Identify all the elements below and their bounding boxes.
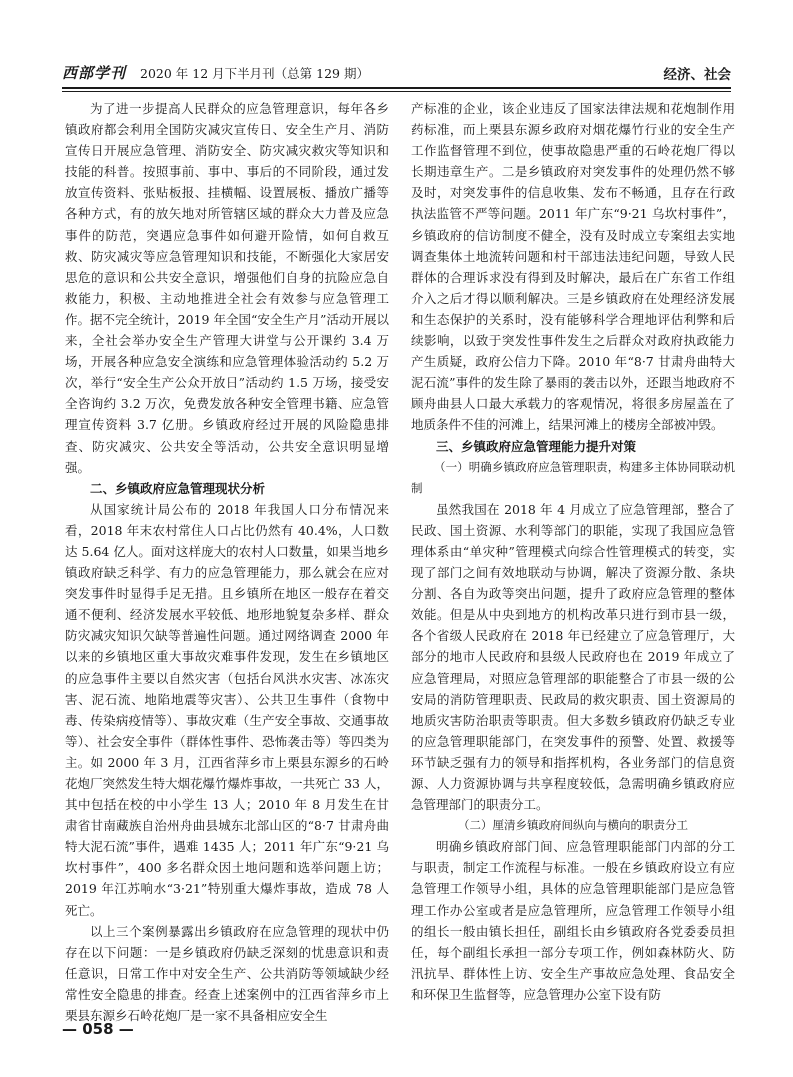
header-rule-thin [62, 91, 731, 92]
paragraph: 从国家统计局公布的 2018 年我国人口分布情况来看，2018 年末农村常住人口占比仍然有 40.4%，人口数达 5.64 亿人。面对这样庞大的农村人口数量，如果当地乡镇政府缺乏科学、有力的应急管理能力，那么就会在应对突发事件时显得手足无措。且乡镇所在地区一般存在着交通不便利、经济发展水平较低、地形地貌复杂多样、群众防灾减灾知识欠缺等普遍性问题。通过网络调查 2000 年以来的乡镇地区重大事故灾难事件发现，发生在乡镇地区的应急事件主要以自然灾害（包括台风洪水灾害、冰冻灾害、泥石流、地陷地震等灾害）、公共卫生事件（食物中毒、传染病疫情等）、事故灾难（生产安全事故、交通事故等）、社会安全事件（群体性事件、恐怖袭击等）等四类为主。如 2000 年 3 月，江西省萍乡市上栗县东源乡的石岭花炮厂突然发生特大烟花爆竹爆炸事故，一共死亡 33 人，其中包括在校的中小学生 13 人；2010 年 8 月发生在甘肃省甘南藏族自治州舟曲县城东北部山区的“8·7 甘肃舟曲特大泥石流”事件，遇难 1435 人；2011 年广东“9·21 乌坎村事件”，400 多名群众因土地问题和选举问题上访；2019 年江苏响水“3·21”特别重大爆炸事故，造成 78 人死亡。 [65, 501, 389, 918]
page-header [62, 60, 731, 86]
page-number: — 058 — [62, 1020, 134, 1038]
issue-info: 2020 年 12 月下半月刊（总第 129 期） [140, 66, 369, 81]
section-label: 经济、社会 [663, 67, 731, 83]
header-rule-thick [62, 87, 731, 89]
section-heading: 三、乡镇政府应急管理能力提升对策 [436, 438, 637, 454]
subsection-heading: （一）明确乡镇政府应急管理职责，构建多主体协同联动机制 [411, 459, 735, 495]
paragraph: 产标准的企业，该企业违反了国家法律法规和花炮制作用药标准，而上栗县东源乡政府对烟花爆竹行业的安全生产工作监督管理不到位，使事故隐患严重的石岭花炮厂得以长期违章生产。二是乡镇政府对突发事件的处理仍然不够及时，对突发事件的信息收集、发布不畅通，且存在行政执法监管不严等问题。2011 年广东“9·21 乌坎村事件”，乡镇政府的信访制度不健全，没有及时成立专案组去实地调查集体土地流转问题和村干部违法违纪问题，导致人民群体的合理诉求没有得到及时解决，最后在广东省工作组介入之后才得以顺利解决。三是乡镇政府在处理经济发展和生态保护的关系时，没有能够科学合理地评估利弊和后续影响，以致于突发性事件发生之后群众对政府执政能力产生质疑，政府公信力下降。2010 年“8·7 甘肃舟曲特大泥石流”事件的发生除了暴雨的袭击以外，还跟当地政府不顾舟曲县人口最大承载力的客观情况，将很多房屋盖在了地质条件不佳的河滩上，结果河滩上的楼房全部被冲毁。 [411, 101, 735, 433]
right-column [411, 98, 735, 1030]
journal-logo: 西部学刊 [62, 64, 127, 82]
subsection-heading: （二）厘清乡镇政府间纵向与横向的职责分工 [458, 818, 688, 833]
paragraph: 为了进一步提高人民群众的应急管理意识，每年各乡镇政府都会利用全国防灾减灾宣传日、安全生产月、消防宣传日开展应急管理、消防安全、防灾减灾救灾等知识和技能的科普。按照事前、事中、事后的不同阶段，通过发放宣传资料、张贴板报、挂横幅、设置展板、播放广播等各种方式，有的放矢地对所管辖区域的群众大力普及应急事件的防范，突遇应急事件如何避开险情，如何自救互救、防灾减灾等应急管理知识和技能，不断强化大家居安思危的意识和公共安全意识，增强他们自身的抗险应急自救能力，积极、主动地推进全社会有效参与应急管理工作。据不完全统计，2019 年全国“安全生产月”活动开展以来，全社会举办安全生产管理大讲堂与公开课约 3.4 万场，开展各种应急安全演练和应急管理体验活动约 5.2 万次，举行“安全生产公众开放日”活动约 1.5 万场，接受安全咨询约 3.2 万次，免费发放各种安全管理书籍、应急管理宣传资料 3.7 亿册。乡镇政府经过开展的风险隐患排查、防灾减灾、公共安全等活动，公共安全意识明显增强。 [65, 101, 389, 475]
paragraph: 虽然我国在 2018 年 4 月成立了应急管理部，整合了民政、国土资源、水利等部门的职能，实现了我国应急管理体系由“单灾种”管理模式向综合性管理模式的转变，实现了部门之间有效地联动与协调，解决了资源分散、条块分割、各自为政等突出问题，提升了政府应急管理的整体效能。但是从中央到地方的机构改革只进行到市县一级，各个省级人民政府在 2018 年已经建立了应急管理厅，大部分的地市人民政府和县级人民政府也在 2019 年成立了应急管理局，对照应急管理部的职能整合了市县一级的公安局的消防管理职责、民政局的救灾职责、国土资源局的地质灾害防治职责等职责。但大多数乡镇政府仍缺乏专业的应急管理职能部门，在突发事件的预警、处置、救援等环节缺乏强有力的领导和指挥机构，各业务部门的信息资源、人力资源协调与共享程度较低，急需明确乡镇政府应急管理部门的职责分工。 [411, 501, 735, 813]
paragraph: 明确乡镇政府部门间、应急管理职能部门内部的分工与职责，制定工作流程与标准。一般在乡镇政府设立有应急管理工作领导小组，具体的应急管理职能部门是应急管理工作办公室或者是应急管理所，应急管理工作领导小组的组长一般由镇长担任，副组长由乡镇政府各党委委员担任，每个副组长承担一部分专项工作，例如森林防火、防汛抗旱、群体性上访、安全生产事故应急处理、食品安全和环保卫生监督等，应急管理办公室下设有防 [411, 839, 735, 1002]
section-heading: 二、乡镇政府应急管理现状分析 [90, 480, 266, 496]
left-column [65, 98, 389, 1030]
paragraph: 以上三个案例暴露出乡镇政府在应急管理的现状中仍存在以下问题：一是乡镇政府仍缺乏深刻的忧患意识和责任意识，日常工作中对安全生产、公共消防等领域缺少经常性安全隐患的排查。经查上述案例中的江西省萍乡市上栗县东源乡石岭花炮厂是一家不具备相应安全生 [65, 923, 389, 1024]
